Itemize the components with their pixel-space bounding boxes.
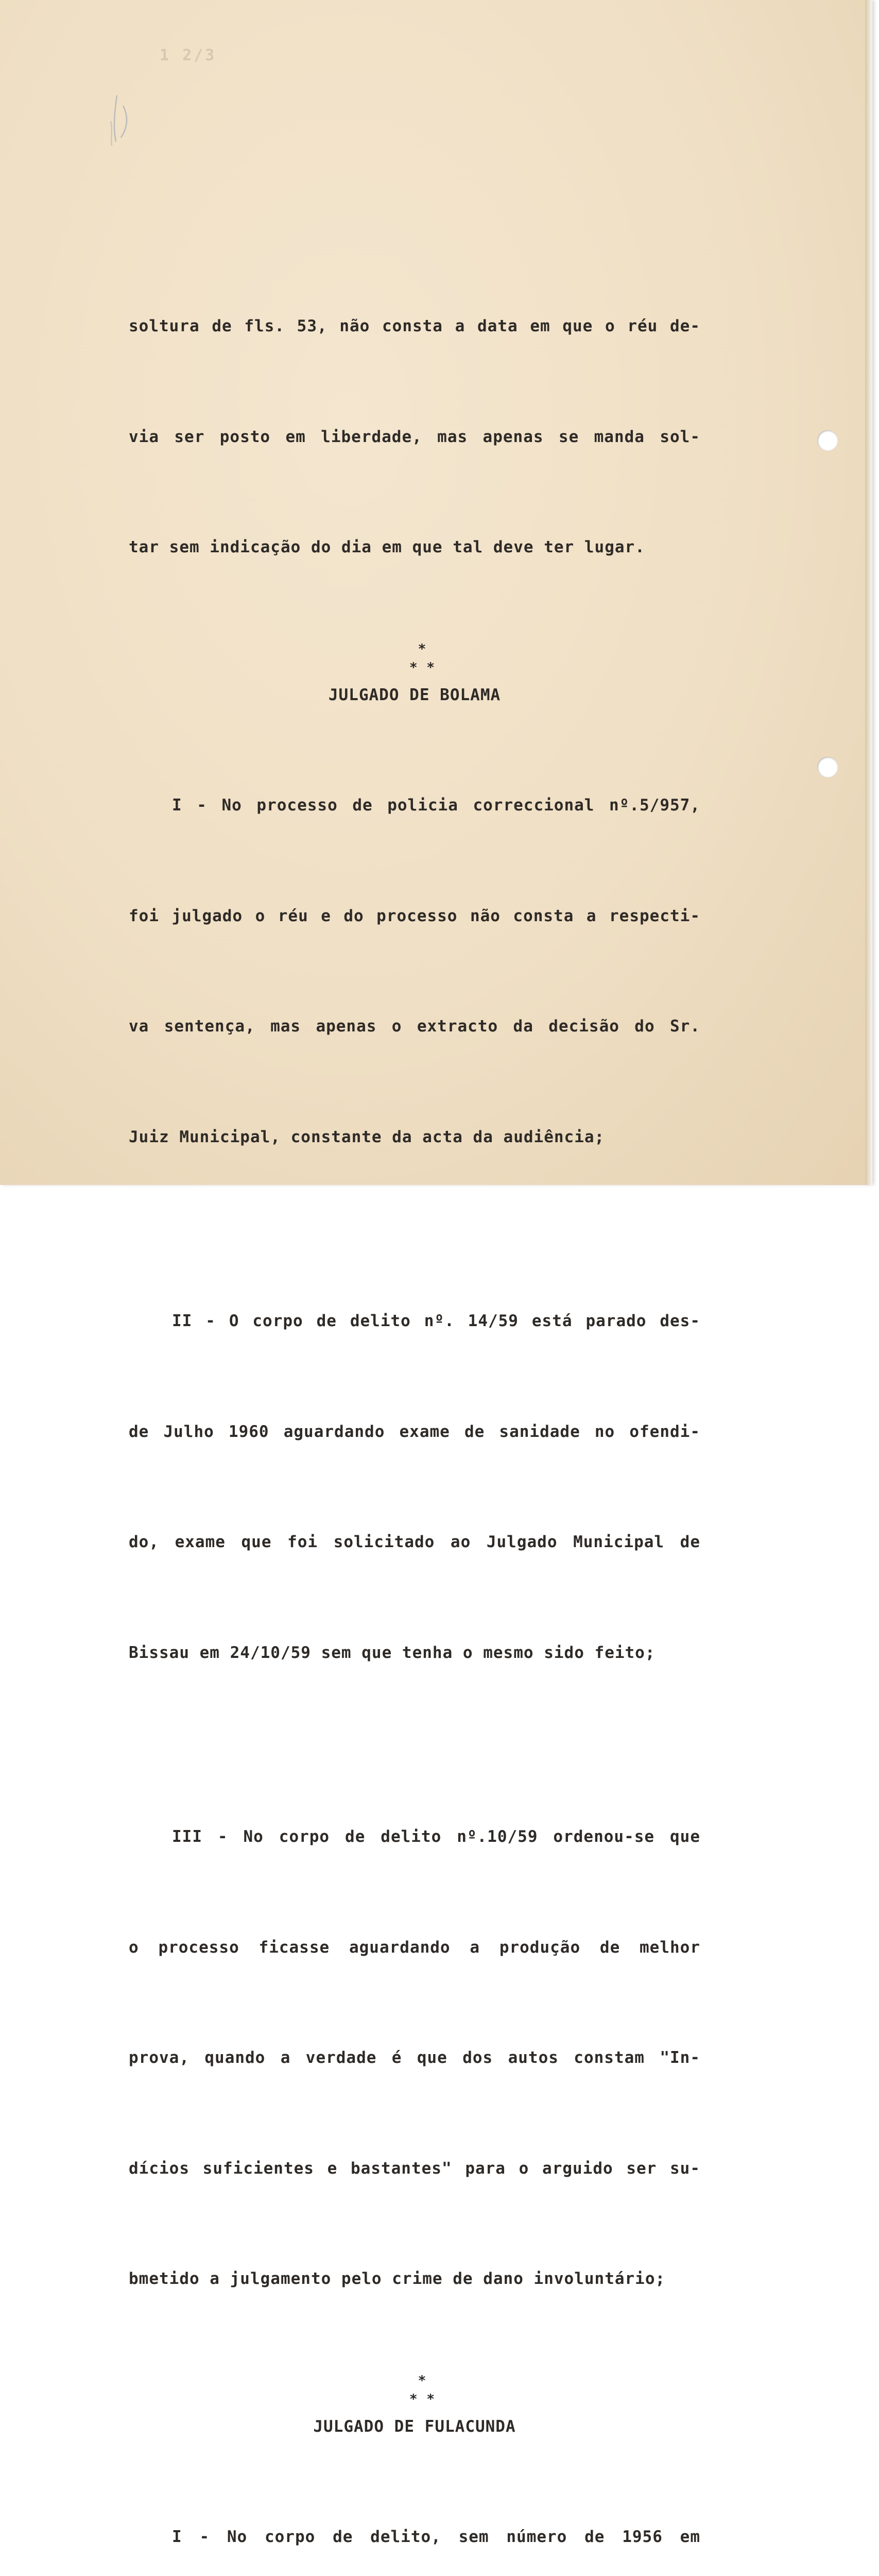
text-line: Bissau em 24/10/59 sem que tenha o mesmo sido feito; — [129, 1643, 656, 1662]
section-separator: * * * — [409, 641, 435, 675]
text-line: va sentença, mas apenas o extracto da decisão do Sr. — [129, 1017, 700, 1036]
bolama-item-2 — [129, 1229, 700, 1745]
section-heading-bolama: JULGADO DE BOLAMA — [328, 685, 501, 704]
punch-hole — [817, 757, 838, 777]
text-line: II - O corpo de delito nº. 14/59 está parado des- — [172, 1312, 700, 1330]
text-line: I - No processo de policia correccional nº.5/957, — [172, 796, 700, 815]
text-line: tar sem indicação do dia em que tal deve ter lugar. — [129, 538, 645, 556]
typed-text-body — [129, 234, 700, 2576]
fulacunda-item-1 — [129, 2445, 700, 2576]
text-line: III - No corpo de delito nº.10/59 ordenou-se que — [172, 1827, 700, 1846]
text-line: prova, quando a verdade é que dos autos constam "In- — [129, 2048, 700, 2067]
text-line: dícios suficientes e bastantes" para o arguido ser su- — [129, 2159, 700, 2178]
text-line: soltura de fls. 53, não consta a data em que o réu de- — [129, 317, 700, 335]
text-line: bmetido a julgamento pelo crime de dano involuntário; — [129, 2269, 666, 2288]
section-separator: * * * — [409, 2372, 435, 2407]
bolama-item-1 — [129, 714, 700, 1229]
text-line: do, exame que foi solicitado ao Julgado Municipal de — [129, 1533, 700, 1551]
intro-paragraph — [129, 234, 700, 640]
text-line: foi julgado o réu e do processo não consta a respecti- — [129, 906, 700, 925]
section-heading-fulacunda: JULGADO DE FULACUNDA — [313, 2417, 516, 2436]
text-line: Juiz Municipal, constante da acta da audiência; — [129, 1127, 605, 1146]
page-edge — [865, 0, 872, 1185]
header-mark: 1 2/3 — [160, 46, 217, 64]
text-line: I - No corpo de delito, sem número de 1956 em — [172, 2528, 700, 2546]
text-line: de Julho 1960 aguardando exame de sanidade no ofendi- — [129, 1422, 700, 1441]
bolama-item-3 — [129, 1745, 700, 2371]
text-line: o processo ficasse aguardando a produção de melhor — [129, 1938, 700, 1957]
punch-hole — [817, 430, 838, 451]
handwritten-initial — [106, 90, 136, 152]
text-line: via ser posto em liberdade, mas apenas se manda sol- — [129, 427, 700, 446]
